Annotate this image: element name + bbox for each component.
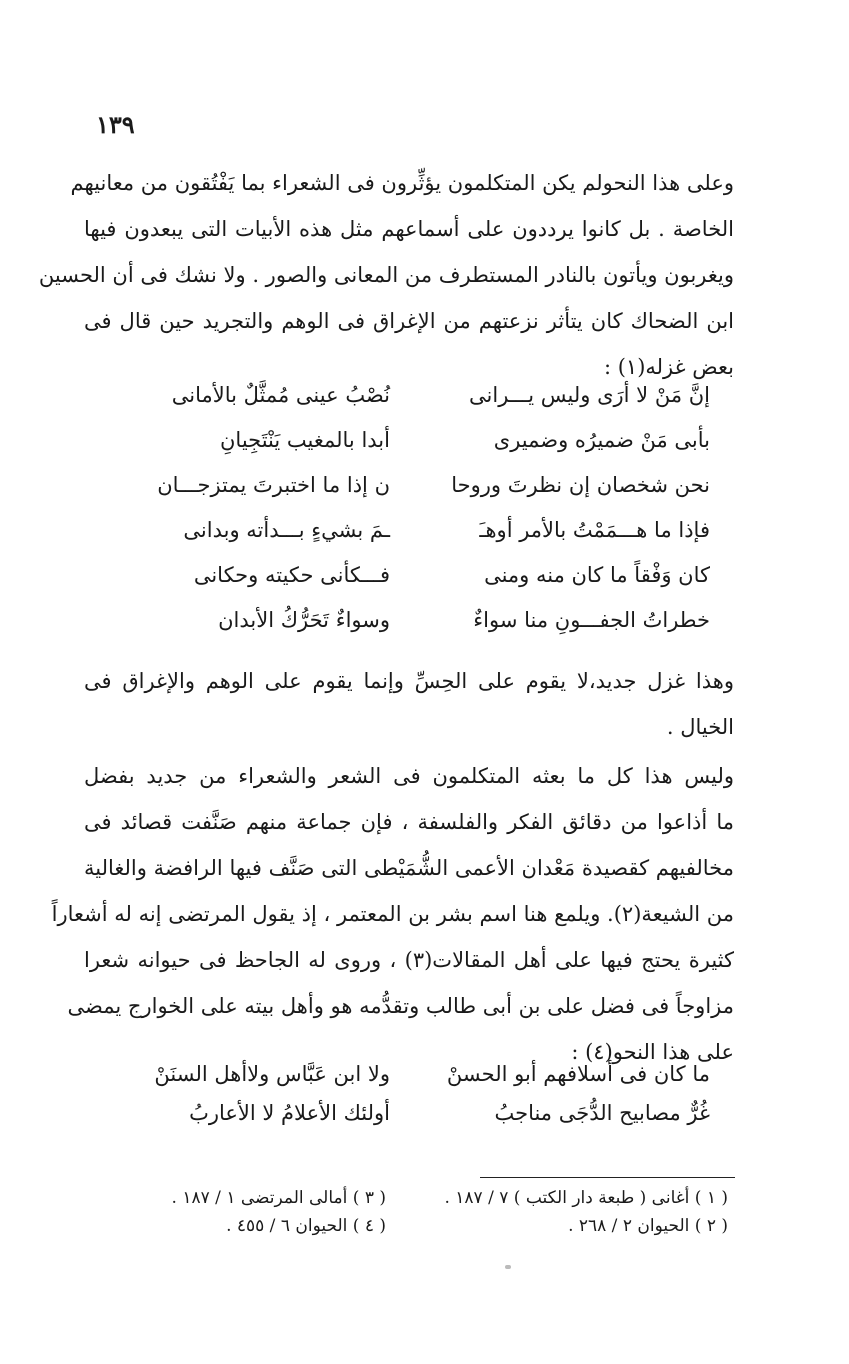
text-line: الخاصة . بل كانوا يرددون على أسماعهم مثل هذه الأبيات التى يبعدون فيها <box>84 217 734 241</box>
page-number: ١٣٩ <box>96 110 135 139</box>
hemistich-second: فـــكأنى حكيته وحكانى <box>193 563 390 587</box>
hemistich-second: أبدا بالمغيب يَنْتَجِيانِ <box>220 428 390 452</box>
hemistich-first: ما كان فى أسلافهم أبو الحسنْ <box>446 1062 710 1086</box>
verse <box>120 563 710 608</box>
footnote-4: ( ٤ ) الحيوان ٦ / ٤٥٥ . <box>226 1216 386 1236</box>
verse <box>120 1101 710 1146</box>
footnote-3: ( ٣ ) أمالى المرتضى ١ / ١٨٧ . <box>171 1188 386 1208</box>
text-line: مخالفيهم كقصيدة مَعْدان الأعمى الشُّمَيْطى التى صَنَّف فيها الرافضة والغالية <box>84 856 734 880</box>
hemistich-second: نُصْبُ عينى مُمثَّلٌ بالأمانى <box>171 383 390 407</box>
hemistich-second: ولا ابن عَبَّاس ولاأهل السنَنْ <box>154 1062 390 1086</box>
footnote-divider <box>480 1177 735 1178</box>
hemistich-first: فإذا ما هـــمَمْتُ بالأمر أوهـَ <box>479 518 710 542</box>
text-line: كثيرة يحتج فيها على أهل المقالات(٣) ، وروى له الجاحظ فى حيوانه شعرا <box>84 948 734 972</box>
verse <box>120 428 710 473</box>
verse <box>120 518 710 563</box>
verse <box>120 608 710 653</box>
poem-1 <box>120 383 710 653</box>
hemistich-second: أولئك الأعلامُ لا الأعاربُ <box>189 1101 390 1125</box>
hemistich-first: نحن شخصان إن نظرتَ وروحا <box>451 473 710 497</box>
text-line: وهذا غزل جديد،لا يقوم على الحِسِّ وإنما يقوم على الوهم والإغراق فى <box>84 669 734 693</box>
text-line: مزاوجاً فى فضل على بن أبى طالب وتقدُّمه هو وأهل بيته على الخوارج يمضى <box>67 994 734 1018</box>
text-line: الخيال . <box>666 715 734 739</box>
hemistich-second: ن إذا ما اختبرتَ يمتزجـــان <box>157 473 390 497</box>
hemistich-second: ـمَ بشيءٍ بـــدأته وبدانى <box>183 518 390 542</box>
footnote-2: ( ٢ ) الحيوان ٢ / ٢٦٨ . <box>568 1216 728 1236</box>
footnote-1: ( ١ ) أغانى ( طبعة دار الكتب ) ٧ / ١٨٧ . <box>444 1188 728 1208</box>
paragraph-1 <box>38 160 734 390</box>
text-line: بعض غزله(١) : <box>603 355 734 379</box>
poem-2 <box>120 1062 710 1146</box>
hemistich-first: خطراتُ الجفـــونِ منا سواءٌ <box>473 608 710 632</box>
hemistich-first: كان وَفْقاً ما كان منه ومنى <box>484 563 710 587</box>
text-line: ما أذاعوا من دقائق الفكر والفلسفة ، فإن جماعة منهم صَنَّفت قصائد فى <box>84 810 734 834</box>
hemistich-first: غُرٌّ مصابيح الدُّجَى مناجبُ <box>494 1101 710 1125</box>
text-line: من الشيعة(٢). ويلمع هنا اسم بشر بن المعتمر ، إذ يقول المرتضى إنه له أشعاراً <box>51 902 734 926</box>
text-line: وعلى هذا النحولم يكن المتكلمون يؤثِّرون فى الشعراء بما يَفْتُقون من معانيهم <box>70 171 734 195</box>
paragraph-3 <box>51 753 734 1075</box>
text-line: وليس هذا كل ما بعثه المتكلمون فى الشعر والشعراء من جديد بفضل <box>84 764 734 788</box>
hemistich-first: إنَّ مَنْ لا أرَى وليس يـــرانى <box>469 383 710 407</box>
paragraph-2 <box>84 658 734 750</box>
verse <box>120 473 710 518</box>
verse <box>120 383 710 428</box>
hemistich-second: وسواءٌ تَحَرُّكُ الأبدان <box>218 608 390 632</box>
text-line: ويغربون ويأتون بالنادر المستطرف من المعانى والصور . ولا نشك فى أن الحسين <box>38 263 734 287</box>
text-line: ابن الضحاك كان يتأثر نزعتهم من الإغراق فى الوهم والتجريد حين قال فى <box>84 309 734 333</box>
hemistich-first: بأبى مَنْ ضميرُه وضميرى <box>493 428 710 452</box>
text-line: على هذا النحو(٤) : <box>571 1040 734 1064</box>
paper-speck <box>505 1265 511 1269</box>
